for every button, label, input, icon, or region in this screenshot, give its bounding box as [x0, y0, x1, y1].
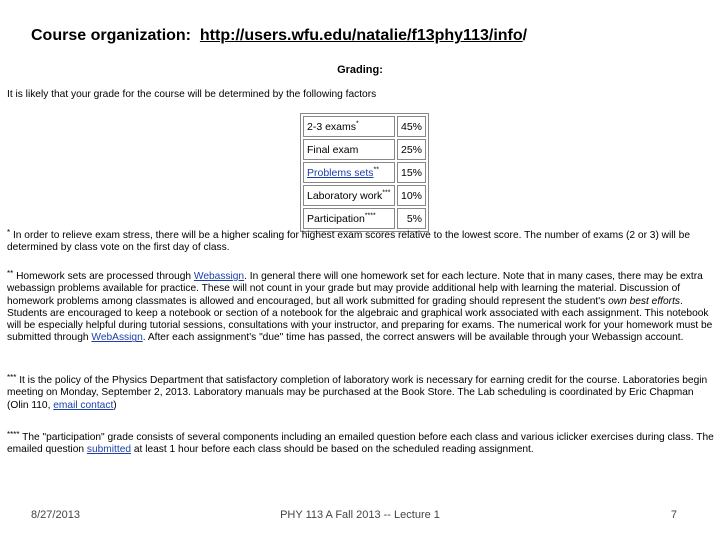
note-participation	[7, 432, 717, 457]
grading-percent: 10%	[397, 185, 426, 206]
note-marker: ****	[7, 430, 20, 439]
webassign-link-2[interactable]: WebAssign	[91, 332, 143, 344]
grading-percent: 15%	[397, 162, 426, 183]
grading-row	[303, 185, 426, 206]
grading-row	[303, 116, 426, 137]
footer-page-number: 7	[670, 509, 677, 521]
grading-factor-label: Final exam	[307, 143, 359, 156]
grading-row	[303, 162, 426, 183]
grading-intro: It is likely that your grade for the course will be determined by the following factors	[7, 89, 377, 100]
webassign-link[interactable]: Webassign	[193, 271, 245, 282]
course-info-link[interactable]: http://users.wfu.edu/natalie/f13phy113/info	[199, 27, 523, 44]
note-text: )	[113, 399, 117, 411]
problem-sets-link[interactable]: Problems sets	[307, 166, 374, 179]
grading-heading: Grading:	[337, 64, 383, 76]
grading-factor	[303, 162, 395, 183]
page-title	[31, 27, 527, 45]
note-text: Homework sets are processed through	[16, 271, 194, 282]
note-homework	[7, 271, 717, 345]
grading-percent: 25%	[397, 139, 426, 160]
note-marker: ***	[7, 373, 17, 382]
grading-factor	[303, 208, 395, 229]
note-text: . Students are encouraged to keep a notebook or section of a notebook for the algebraic and graphical work associated with each assignment. This notebook will be especially helpful during tutorial sessions, consultations with your instructor, and preparing for exams. The numerical work for your homework must be submitted through	[7, 295, 713, 344]
grading-factor	[303, 185, 395, 206]
title-prefix: Course organization:	[31, 27, 192, 44]
note-text: . After each assignment's "due" time has passed, the correct answers will be available through your Webassign account.	[142, 332, 684, 344]
title-suffix: /	[522, 27, 528, 44]
grading-factor-label: 2-3 exams	[307, 120, 357, 133]
submitted-link[interactable]: submitted	[86, 444, 132, 456]
grading-percent: 45%	[397, 116, 426, 137]
email-contact-link[interactable]: email contact	[53, 399, 114, 411]
grading-factor-label: Participation	[307, 212, 365, 225]
note-text: . In general there will one homework set for each lecture. Note that in many cases, there may be extra webassign problems available for practice. These will not count in your grade but may provide additional help with learning the material. Discussion of homework problems among classmates is allowed and encouraged, but all work submitted for grading should represent the student's	[7, 271, 703, 307]
grading-row	[303, 139, 426, 160]
note-text: It is the policy of the Physics Department that satisfactory completion of laboratory work is necessary for earning credit for the course. Laboratories begin meeting on Monday, September 2, 2013. Laboratory manuals may be purchased at the Book Store. The Lab scheduling is coordinated by Eric Chapman (Olin 110,	[7, 375, 708, 411]
footnote-marker: *	[356, 120, 359, 127]
note-marker: **	[7, 269, 14, 278]
note-exams	[7, 230, 717, 255]
footer-date: 8/27/2013	[31, 509, 80, 521]
note-text: at least 1 hour before each class should be based on the scheduled reading assignment.	[131, 444, 534, 456]
note-lab	[7, 375, 717, 412]
grading-factor	[303, 139, 395, 160]
note-emphasis: own best efforts	[608, 295, 680, 307]
grading-percent: 5%	[397, 208, 426, 229]
grading-factor-label: Laboratory work	[307, 189, 383, 202]
grading-factor	[303, 116, 395, 137]
grading-row	[303, 208, 426, 229]
footnote-marker: ****	[364, 212, 376, 219]
footer-course: PHY 113 A Fall 2013 -- Lecture 1	[280, 509, 440, 521]
footnote-marker: ***	[382, 189, 391, 196]
note-text: The "participation" grade consists of several components including an emailed question before each class and various iclicker exercises during class. The emailed question	[7, 432, 714, 456]
grading-table	[300, 113, 429, 232]
note-text: In order to relieve exam stress, there will be a higher scaling for highest exam scores relative to the lowest score. The number of exams (2 or 3) will be determined by class vote on the first day of class.	[7, 230, 690, 254]
footnote-marker: **	[373, 166, 379, 173]
note-marker: *	[7, 228, 11, 237]
